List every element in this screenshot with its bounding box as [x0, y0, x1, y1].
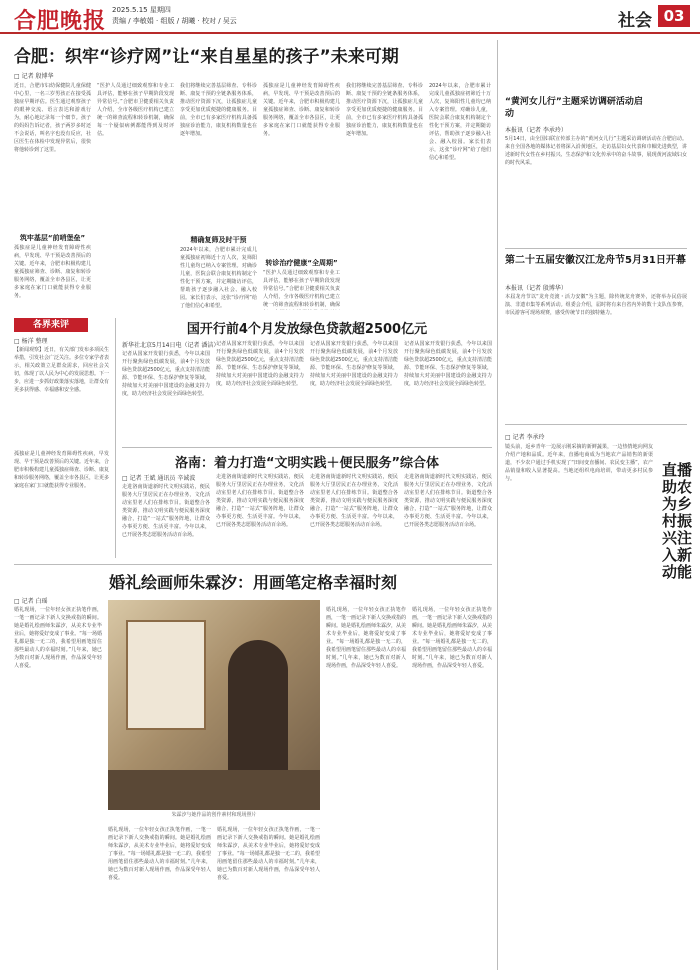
lead-column-1: 近日，合肥市妇幼保健院儿童保健中心里，一名三岁男孩正在接受孤独症早期评估。医生通过观察孩子的眼神交流、语言表达和游戏行为，耐心地记录每一个细节。孩子的妈妈告诉记者，孩子两岁多时还不会说话，叫名字也没有反应，社区医生在体检中发现异常后，很快将他转诊到了这里。: [14, 83, 91, 153]
luonan-column-3: 走进洛南街道新时代文明实践站，便民服务大厅里居民正在办理业务，文化活动室里老人们在排练节目。街道整合各类资源，推动文明实践与便民服务深度融合，打造“一站式”服务阵地，让群众办事更方便、生活更丰富。今年以来，已开展各类志愿服务活动百余场。: [310, 474, 398, 528]
lead-column-1b: 孤独症是儿童神经发育障碍性疾病，早发现、早干预是改善预后的关键。近年来，合肥市积极构建儿童孤独症筛查、诊断、康复和转诊服务网络，覆盖全市各县区，让更多家庭在家门口就能获得专业服务。: [14, 245, 91, 299]
luonan-byline: □ 记者 王斌 通讯员 辛诚波: [122, 475, 196, 482]
wedding-column-1: 婚礼现场，一位年轻女孩正执笔作画，一笔一画记录下新人交换戒指的瞬间。她是婚礼绘画师朱霖汐，从美术专业毕业后，她将爱好变成了事业。“每一场婚礼都是独一无二的，我希望用画笔留住那些最动人的幸福时刻。”几年来，她已为数百对新人现场作画，作品深受年轻人喜爱。: [14, 607, 102, 669]
newspaper-logo: 合肥晚报: [14, 8, 107, 34]
masthead: [0, 0, 700, 34]
wedding-column-5: 婚礼现场，一位年轻女孩正执笔作画，一笔一画记录下新人交换戒指的瞬间。她是婚礼绘画师朱霖汐，从美术专业毕业后，她将爱好变成了事业。“每一场婚礼都是独一无二的，我希望用画笔留住那些最动人的幸福时刻。”几年来，她已为数百对新人现场作画，作品深受年轻人喜爱。: [412, 607, 492, 669]
dragonboat-headline: 第二十五届安徽汉江龙舟节5月31日开幕: [505, 255, 686, 266]
commentary-byline: □ 杨洋 整理: [14, 338, 48, 345]
lead-column-5: 我们将继续完善基层筛查、专科诊断、康复干预的全链条服务体系，推动医疗资源下沉，让孤独症儿童享受更加优质便捷的健康服务。目前，全市已有多家医疗机构具备孤独症诊治能力，康复机构数量也在逐年增加。: [346, 83, 423, 137]
luonan-column-4: 走进洛南街道新时代文明实践站，便民服务大厅里居民正在办理业务，文化活动室里老人们在排练节目。街道整合各类资源，推动文明实践与便民服务深度融合，打造“一站式”服务阵地，让群众办事更方便、生活更丰富。今年以来，已开展各类志愿服务活动百余场。: [404, 474, 492, 528]
commentary-divider: [115, 318, 116, 558]
lead-column-4: 孤独症是儿童神经发育障碍性疾病，早发现、早干预是改善预后的关键。近年来，合肥市积极构建儿童孤独症筛查、诊断、康复和转诊服务网络，覆盖全市各县区，让更多家庭在家门口就能获得专业服务。: [263, 83, 340, 137]
lead-column-4b: “医护人员通过细致观察和专业工具评估，能够在孩子早期阶段发现异常信号。”合肥市卫健委相关负责人介绍，全市各级医疗机构已建立统一的筛查流程和转诊机制，确保: [263, 270, 340, 308]
wedding-photo: [108, 600, 320, 810]
lower-divider: [14, 564, 492, 565]
lead-column-2: “医护人员通过细致观察和专业工具评估，能够在孩子早期阶段发现异常信号。”合肥市卫健委相关负责人介绍，全市各级医疗机构已建立统一的筛查流程和转诊机制，确保每一个疑似病例都能得到及时评估。: [97, 83, 174, 137]
commentary-body-2: 孤独症是儿童神经发育障碍性疾病，早发现、早干预是改善预后的关键。近年来，合肥市积极构建儿童孤独症筛查、诊断、康复和转诊服务网络，覆盖全市各县区，让更多家庭在家门口就能获得专业服务。: [14, 451, 109, 489]
huanghe-body: 5月14日，由全国妇联宣传部主办的“黄河女儿行”主题采访调研活动在合肥启动。来自全国各地的媒体记者将深入沿黄地区，走访基层妇女代表和巾帼先进典型，讲述新时代女性在乡村振兴、生态保护和文化传承中的奋斗故事，展现黄河流域妇女的时代风采。: [505, 136, 687, 166]
lead-headline: 合肥：织牢“诊疗网”让“来自星星的孩子”未来可期: [14, 47, 399, 67]
cdb-column-2: 记者从国家开发银行获悉，今年以来国开行聚焦绿色低碳发展，前4个月发放绿色贷款超2500亿元，重点支持清洁能源、节能环保、生态保护修复等领域，持续加大对美丽中国建设的金融支持力度，助力经济社会发展全面绿色转型。: [216, 341, 304, 387]
livestream-vertical-headline: 直播助农为乡村振兴注入新动能: [662, 461, 693, 581]
lead-subhead-1: 筑牢基层“前哨堡垒”: [19, 234, 86, 242]
dragonboat-body: 本届龙舟节以“龙舟竞渡・活力安徽”为主题，除传统龙舟赛外，还将举办民俗展演、非遗市集等系列活动。组委会介绍，届时将有来自省内外的数十支队伍参赛，市民游客可现场观赛，感受传统节日的独特魅力。: [505, 294, 687, 316]
masthead-info: [112, 5, 237, 27]
lead-byline: □ 记者 殷博华: [14, 73, 54, 80]
commentary-banner: 各界来评: [14, 318, 88, 332]
huanghe-headline: “黄河女儿行”主题采访调研活动启动: [505, 97, 643, 119]
cdb-headline: 国开行前4个月发放绿色贷款超2500亿元: [186, 322, 428, 337]
wedding-column-2: 婚礼现场，一位年轻女孩正执笔作画，一笔一画记录下新人交换戒指的瞬间。她是婚礼绘画师朱霖汐，从美术专业毕业后，她将爱好变成了事业。“每一场婚礼都是独一无二的，我希望用画笔留住那些最动人的幸福时刻。”几年来，她已为数百对新人现场作画，作品深受年轻人喜爱。: [108, 827, 211, 881]
lead-subhead-2: 精确复筛及时干预: [190, 236, 247, 244]
commentary-body-1: 【新闻观察】近日，有关部门发布多项民生举措，引发社会广泛关注。多位专家学者表示，相关政策立足群众需求，回应社会关切，体现了以人民为中心的发展思想。下一步，应进一步抓好政策落实落地，让群众有更多获得感、幸福感和安全感。: [14, 347, 109, 393]
wedding-column-4: 婚礼现场，一位年轻女孩正执笔作画，一笔一画记录下新人交换戒指的瞬间。她是婚礼绘画师朱霖汐，从美术专业毕业后，她将爱好变成了事业。“每一场婚礼都是独一无二的，我希望用画笔留住那些最动人的幸福时刻。”几年来，她已为数百对新人现场作画，作品深受年轻人喜爱。: [326, 607, 406, 669]
painting-canvas: [126, 620, 206, 730]
editor-credits: 责编 / 李敏娟 · 组版 / 胡曦 · 校对 / 吴云: [112, 17, 237, 25]
right-divider-1: [505, 248, 687, 249]
right-column-divider: [497, 40, 498, 970]
painter-figure: [228, 640, 288, 790]
dragonboat-byline: 本报讯（记者 殷博华）: [505, 285, 567, 292]
wedding-column-3: 婚礼现场，一位年轻女孩正执笔作画，一笔一画记录下新人交换戒指的瞬间。她是婚礼绘画师朱霖汐，从美术专业毕业后，她将爱好变成了事业。“每一场婚礼都是独一无二的，我希望用画笔留住那些最动人的幸福时刻。”几年来，她已为数百对新人现场作画，作品深受年轻人喜爱。: [217, 827, 320, 881]
lead-column-6: 2024年以来，合肥市累计完成儿童孤独症初筛近十万人次，复筛阳性儿童均已纳入专案管理。对确诊儿童，医院会联合康复机构制定个性化干预方案，并定期随访评估，帮助孩子逐步融入社会、融入校园。家长们表示，这张“诊疗网”给了他们信心和希望。: [429, 83, 491, 161]
cdb-byline: 新华社北京5月14日电（记者 潘洁）: [122, 342, 220, 349]
lead-column-3b: 2024年以来，合肥市累计完成儿童孤独症初筛近十万人次，复筛阳性儿童均已纳入专案管理。对确诊儿童，医院会联合康复机构制定个性化干预方案，并定期随访评估，帮助孩子逐步融入社会、融入校园。家长们表示，这张“诊疗网”给了他们信心和希望。: [180, 247, 257, 309]
livestream-byline: □ 记者 李承玲: [505, 434, 545, 441]
lead-subhead-3: 转诊治疗健康“全周期”: [265, 259, 338, 267]
luonan-column-1: 走进洛南街道新时代文明实践站，便民服务大厅里居民正在办理业务，文化活动室里老人们在排练节目。街道整合各类资源，推动文明实践与便民服务深度融合，打造“一站式”服务阵地，让群众办事更方便、生活更丰富。今年以来，已开展各类志愿服务活动百余场。: [122, 484, 210, 538]
wedding-headline: 婚礼绘画师朱霖汐：用画笔定格幸福时刻: [108, 573, 397, 592]
cdb-column-4: 记者从国家开发银行获悉，今年以来国开行聚焦绿色低碳发展，前4个月发放绿色贷款超2500亿元，重点支持清洁能源、节能环保、生态保护修复等领域，持续加大对美丽中国建设的金融支持力度，助力经济社会发展全面绿色转型。: [404, 341, 492, 387]
livestream-body: 镜头前，返乡青年一边展示刚采摘的新鲜蔬果，一边热情地向网友介绍产地和品质。近年来，直播电商成为当地农产品销售的新渠道，不少农户通过手机实现了“田间变直播间、农民变主播”，农产品销量和收入显著提高。当地还组织电商培训，带动更多村民参与。: [505, 444, 653, 482]
photo-floor: [108, 770, 320, 810]
lead-column-3: 我们将继续完善基层筛查、专科诊断、康复干预的全链条服务体系，推动医疗资源下沉，让孤独症儿童享受更加优质便捷的健康服务。目前，全市已有多家医疗机构具备孤独症诊治能力，康复机构数量也在逐年增加。: [180, 83, 257, 137]
page-number: 03: [658, 5, 690, 27]
section-title: 社会: [618, 11, 652, 31]
wedding-byline: □ 记者 白瑶: [14, 598, 48, 605]
cdb-column-3: 记者从国家开发银行获悉，今年以来国开行聚焦绿色低碳发展，前4个月发放绿色贷款超2500亿元，重点支持清洁能源、节能环保、生态保护修复等领域，持续加大对美丽中国建设的金融支持力度，助力经济社会发展全面绿色转型。: [310, 341, 398, 387]
wedding-photo-caption: 朱霖汐与她作品的创作素材和现场照片: [171, 812, 257, 818]
right-divider-2: [505, 424, 687, 425]
issue-date: 2025.5.15 星期四: [112, 6, 171, 14]
luonan-column-2: 走进洛南街道新时代文明实践站，便民服务大厅里居民正在办理业务，文化活动室里老人们在排练节目。街道整合各类资源，推动文明实践与便民服务深度融合，打造“一站式”服务阵地，让群众办事更方便、生活更丰富。今年以来，已开展各类志愿服务活动百余场。: [216, 474, 304, 528]
luonan-headline: 洛南：着力打造“文明实践＋便民服务”综合体: [174, 456, 440, 471]
cdb-column-1: 记者从国家开发银行获悉，今年以来国开行聚焦绿色低碳发展，前4个月发放绿色贷款超2500亿元，重点支持清洁能源、节能环保、生态保护修复等领域，持续加大对美丽中国建设的金融支持力度，助力经济社会发展全面绿色转型。: [122, 351, 210, 397]
mid-divider: [122, 447, 492, 448]
huanghe-byline: 本报讯（记者 李承玲）: [505, 127, 567, 134]
